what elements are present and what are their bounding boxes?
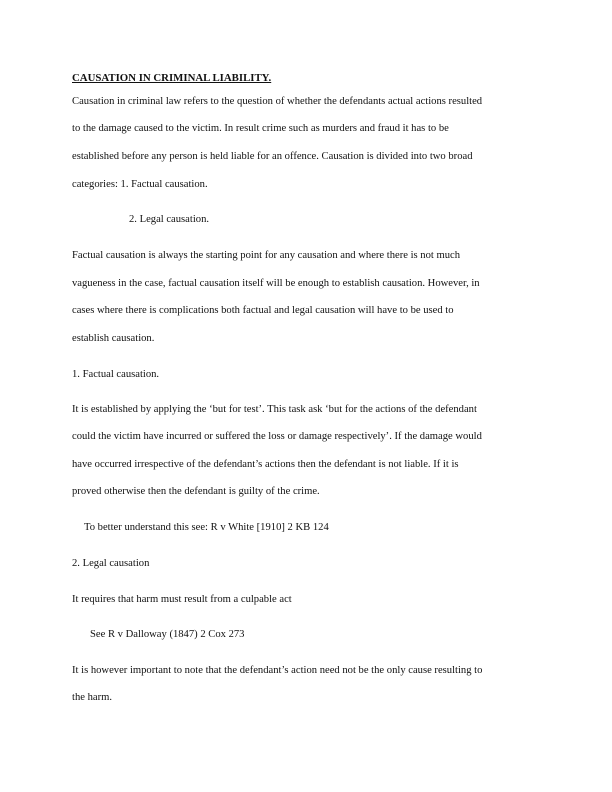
section-heading: 1. Factual causation. — [72, 369, 160, 380]
closing-paragraph-line: the harm. — [72, 692, 113, 703]
case-citation: To better understand this see: R v White [1910] 2 KB 124 — [84, 522, 329, 533]
intro-line: established before any person is held liable for an offence. Causation is divided into two broad — [72, 151, 473, 162]
section1-paragraph-line: could the victim have incurred or suffered the loss or damage respectively’. If the damage would — [72, 431, 482, 442]
section1-paragraph-line: have occurred irrespective of the defendant’s actions then the defendant is not liable. If it is — [72, 459, 459, 470]
intro-list-item: 2. Legal causation. — [129, 214, 210, 225]
factual-paragraph-line: cases where there is complications both factual and legal causation will have to be used to — [72, 305, 454, 316]
factual-paragraph-line: establish causation. — [72, 333, 155, 344]
section-heading: 2. Legal causation — [72, 558, 150, 569]
intro-line: to the damage caused to the victim. In result crime such as murders and fraud it has to be — [72, 123, 449, 134]
factual-paragraph-line: Factual causation is always the starting point for any causation and where there is not much — [72, 250, 461, 261]
case-citation: See R v Dalloway (1847) 2 Cox 273 — [90, 629, 245, 640]
closing-paragraph-line: It is however important to note that the defendant’s action need not be the only cause resulting to — [72, 665, 483, 676]
section2-paragraph: It requires that harm must result from a culpable act — [72, 594, 292, 605]
intro-line: categories: 1. Factual causation. — [72, 179, 208, 190]
document-title: CAUSATION IN CRIMINAL LIABILITY. — [72, 72, 272, 84]
section1-paragraph-line: It is established by applying the ‘but for test’. This task ask ‘but for the actions of the defendant — [72, 404, 477, 415]
intro-line: Causation in criminal law refers to the question of whether the defendants actual actions resulted — [72, 96, 483, 107]
section1-paragraph-line: proved otherwise then the defendant is guilty of the crime. — [72, 486, 320, 497]
factual-paragraph-line: vagueness in the case, factual causation itself will be enough to establish causation. However, in — [72, 278, 480, 289]
